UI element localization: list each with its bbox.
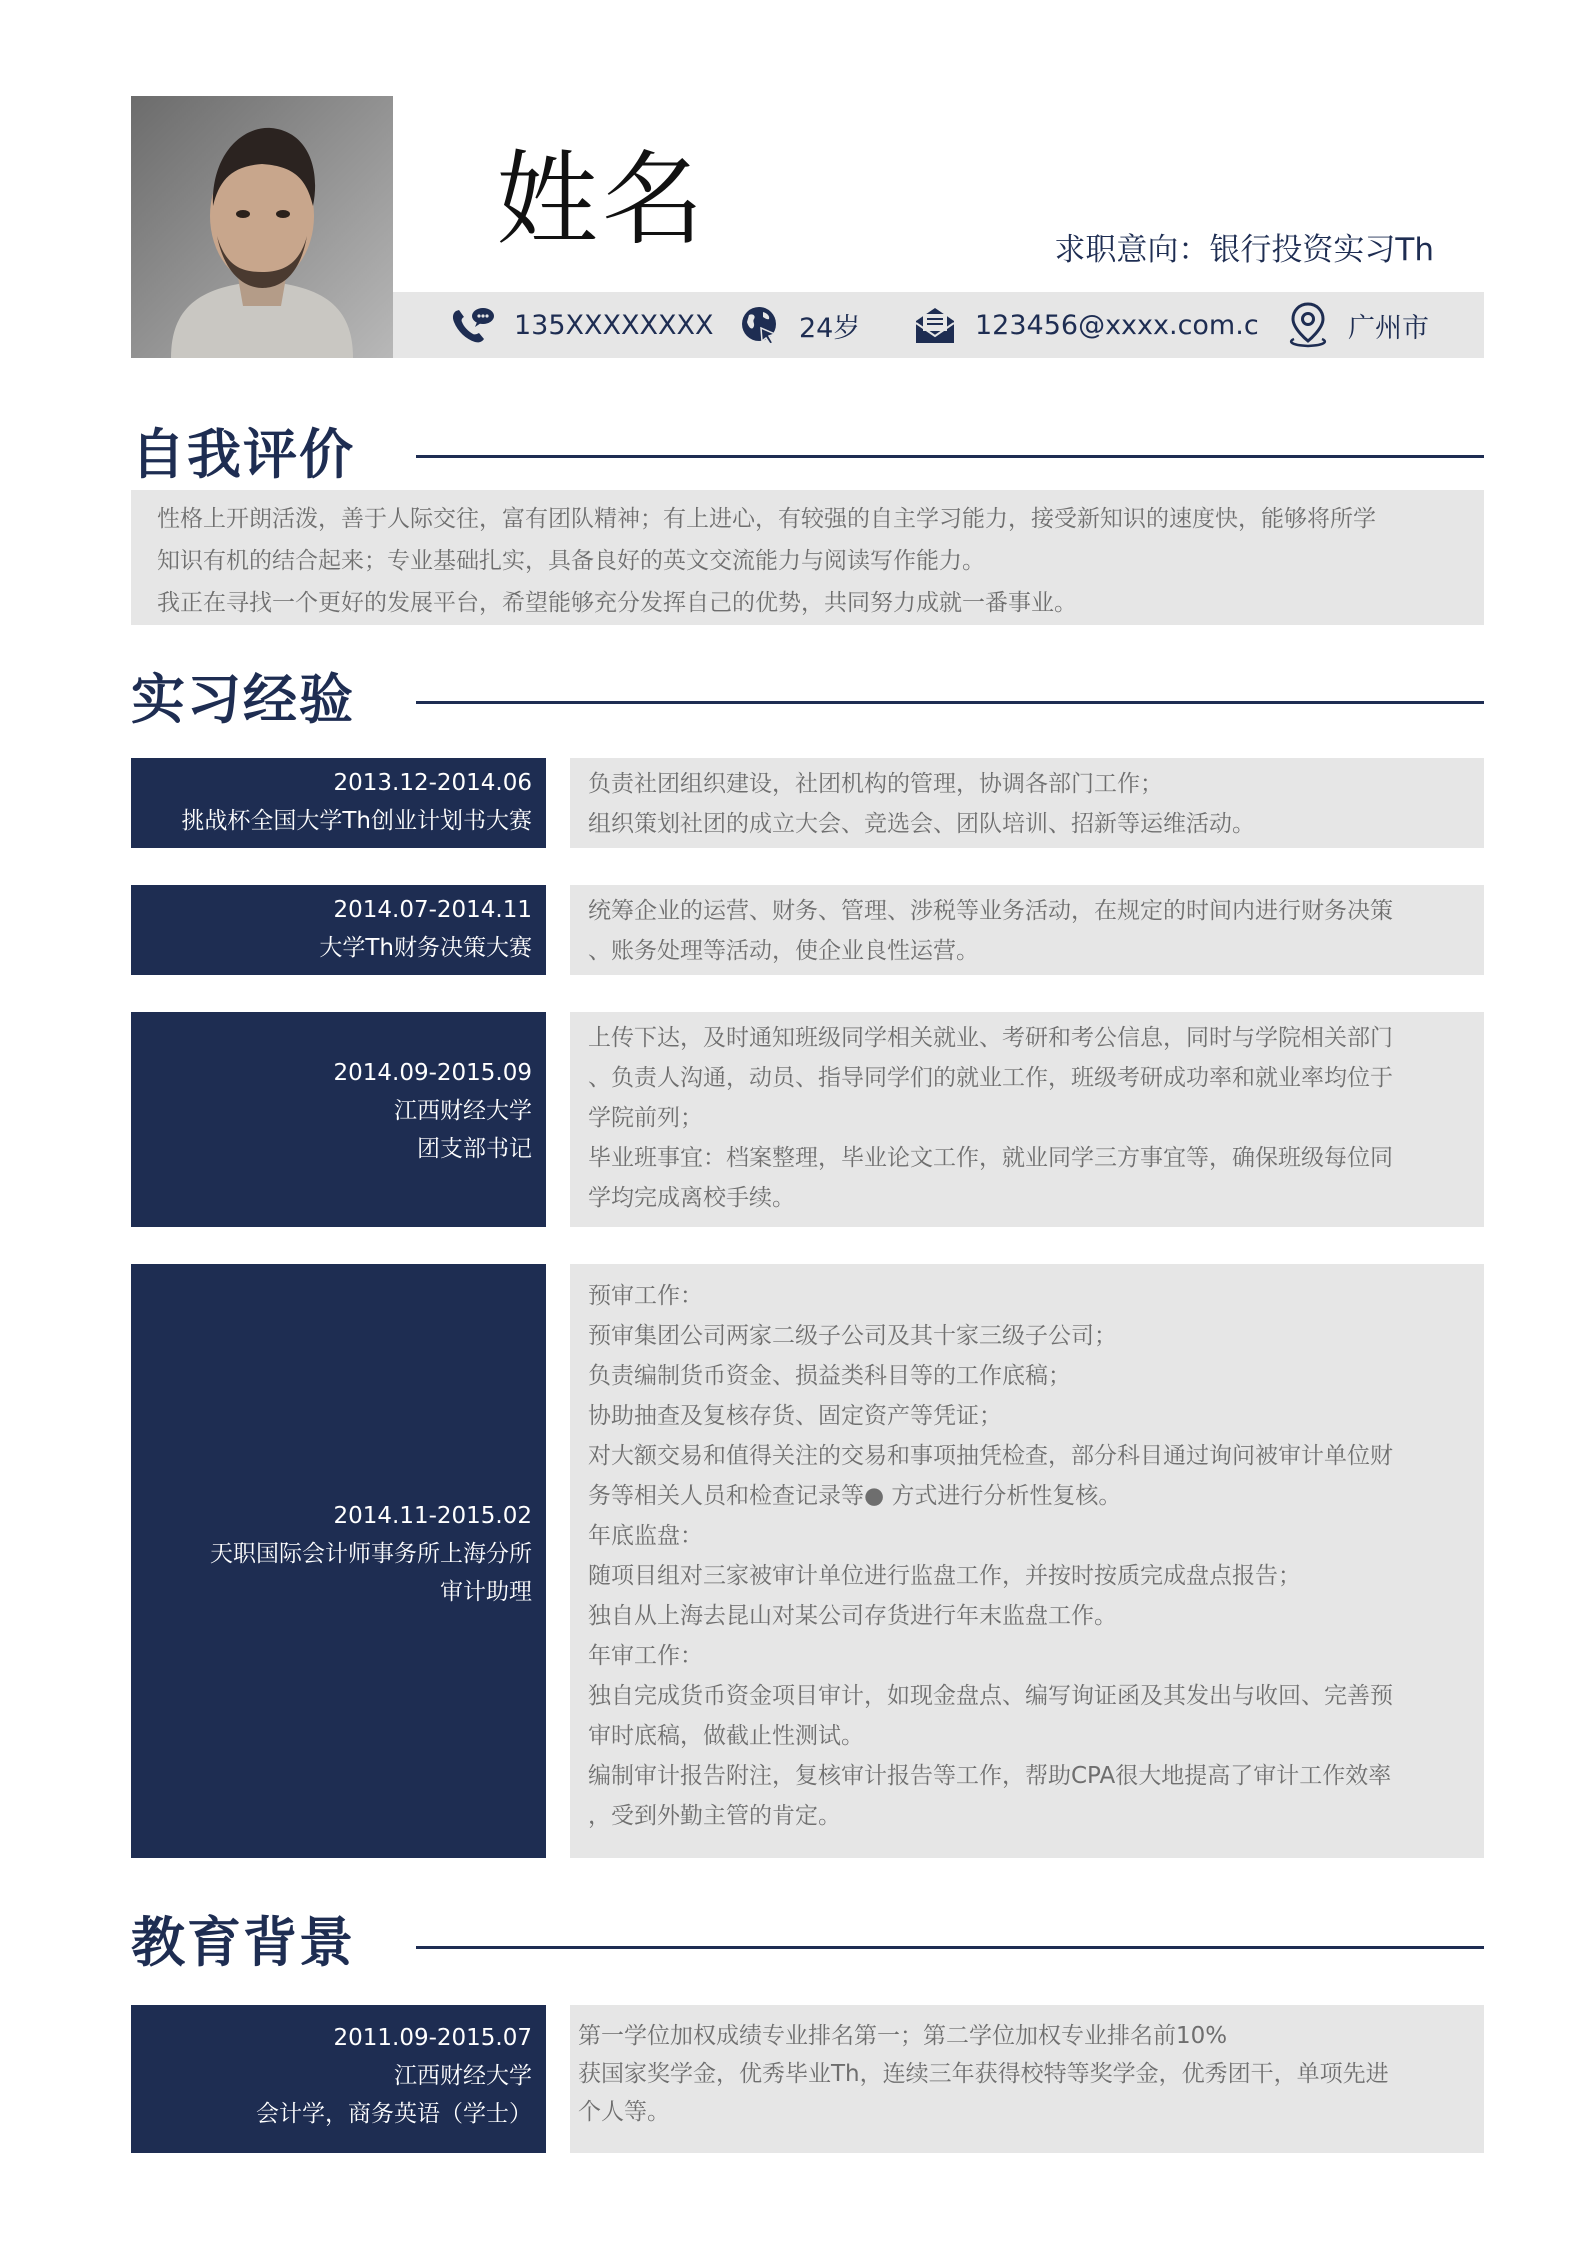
exp-desc-line: 、负责人沟通，动员、指导同学们的就业工作，班级考研成功率和就业率均位于 (588, 1065, 1393, 1091)
exp-desc-line: ，受到外勤主管的肯定。 (588, 1803, 841, 1829)
contact-phone (450, 292, 714, 358)
edu-date: 2011.09-2015.07 (333, 2025, 532, 2051)
contact-bar (393, 292, 1484, 358)
exp-org: 江西财经大学 (394, 1098, 532, 1124)
edu-desc-line: 个人等。 (578, 2099, 670, 2125)
exp-date: 2013.12-2014.06 (333, 770, 532, 796)
contact-email (913, 292, 1259, 358)
section-divider (416, 455, 1484, 458)
exp-desc-line: 预审工作： (588, 1283, 703, 1309)
contact-age (739, 292, 860, 358)
edu-major: 会计学，商务英语（学士） (256, 2101, 532, 2127)
phone-text: 135XXXXXXXX (514, 309, 714, 341)
exp-desc-line: 独自从上海去昆山对某公司存货进行年末监盘工作。 (588, 1603, 1117, 1629)
exp-desc-line: 负责编制货币资金、损益类科目等的工作底稿； (588, 1363, 1071, 1389)
exp-left-1 (131, 758, 546, 848)
exp-desc-line: 组织策划社团的成立大会、竞选会、团队培训、招新等运维活动。 (588, 811, 1255, 837)
exp-right-4 (570, 1264, 1484, 1858)
edu-desc-line: 第一学位加权成绩专业排名第一；第二学位加权专业排名前10% (578, 2023, 1228, 2049)
location-icon (1286, 301, 1330, 349)
exp-right-3 (570, 1012, 1484, 1227)
exp-desc-line: 、账务处理等活动，使企业良性运营。 (588, 938, 979, 964)
contact-city (1286, 292, 1429, 358)
exp-left-4 (131, 1264, 546, 1858)
job-intent: 求职意向：银行投资实习Th (1054, 232, 1434, 268)
mail-icon (913, 305, 957, 345)
section-title-self: 自我评价 (131, 423, 355, 486)
exp-left-3 (131, 1012, 546, 1227)
email-text: 123456@xxxx.com.c (975, 309, 1259, 341)
exp-desc-line: 独自完成货币资金项目审计，如现金盘点、编写询证函及其发出与收回、完善预 (588, 1683, 1393, 1709)
exp-desc-line: 统筹企业的运营、财务、管理、涉税等业务活动，在规定的时间内进行财务决策 (588, 898, 1393, 924)
section-divider (416, 1946, 1484, 1949)
self-eval-box (131, 490, 1484, 625)
exp-desc-line: 负责社团组织建设，社团机构的管理，协调各部门工作； (588, 771, 1163, 797)
edu-left (131, 2005, 546, 2153)
exp-title: 大学Th财务决策大赛 (319, 935, 532, 961)
exp-date: 2014.07-2014.11 (333, 897, 532, 923)
edu-school: 江西财经大学 (394, 2063, 532, 2089)
age-text: 24岁 (799, 312, 861, 344)
city-text: 广州市 (1348, 312, 1429, 344)
exp-right-2 (570, 885, 1484, 975)
exp-desc-line: 随项目组对三家被审计单位进行监盘工作，并按时按质完成盘点报告； (588, 1563, 1301, 1589)
exp-desc-line: 学均完成离校手续。 (588, 1185, 795, 1211)
self-eval-line: 我正在寻找一个更好的发展平台，希望能够充分发挥自己的优势，共同努力成就一番事业。 (157, 590, 1077, 616)
exp-title: 挑战杯全国大学Th创业计划书大赛 (181, 808, 532, 834)
exp-date: 2014.09-2015.09 (333, 1060, 532, 1086)
exp-desc-line: 学院前列； (588, 1105, 703, 1131)
section-title-edu: 教育背景 (131, 1911, 355, 1974)
self-eval-text (157, 498, 1467, 624)
exp-role: 审计助理 (440, 1579, 532, 1605)
exp-role: 团支部书记 (417, 1136, 532, 1162)
exp-desc-line: 预审集团公司两家二级子公司及其十家三级子公司； (588, 1323, 1117, 1349)
exp-desc-line: 务等相关人员和检查记录等● 方式进行分析性复核。 (588, 1483, 1122, 1509)
profile-photo (131, 96, 393, 358)
exp-desc-line: 毕业班事宜：档案整理，毕业论文工作，就业同学三方事宜等，确保班级每位同 (588, 1145, 1393, 1171)
section-divider (416, 701, 1484, 704)
exp-desc-line: 年审工作： (588, 1643, 703, 1669)
exp-desc-line: 对大额交易和值得关注的交易和事项抽凭检查，部分科目通过询问被审计单位财 (588, 1443, 1393, 1469)
self-eval-line: 知识有机的结合起来；专业基础扎实，具备良好的英文交流能力与阅读写作能力。 (157, 548, 985, 574)
exp-desc-line: 上传下达，及时通知班级同学相关就业、考研和考公信息，同时与学院相关部门 (588, 1025, 1393, 1051)
edu-desc-line: 获国家奖学金，优秀毕业Th，连续三年获得校特等奖学金，优秀团干，单项先进 (578, 2061, 1389, 2087)
self-eval-line: 性格上开朗活泼，善于人际交往，富有团队精神；有上进心，有较强的自主学习能力，接受新知识的速度快，能够将所学 (157, 506, 1376, 532)
section-title-intern: 实习经验 (131, 668, 355, 731)
exp-desc-line: 年底监盘： (588, 1523, 703, 1549)
edu-right (570, 2005, 1484, 2153)
phone-icon (450, 305, 496, 345)
exp-desc-line: 编制审计报告附注，复核审计报告等工作，帮助CPA很大地提高了审计工作效率 (588, 1763, 1392, 1789)
exp-right-1 (570, 758, 1484, 848)
exp-left-2 (131, 885, 546, 975)
person-name: 姓名 (496, 141, 708, 260)
exp-org: 天职国际会计师事务所上海分所 (210, 1541, 532, 1567)
exp-desc-line: 协助抽查及复核存货、固定资产等凭证； (588, 1403, 1002, 1429)
exp-date: 2014.11-2015.02 (333, 1503, 532, 1529)
exp-desc-line: 审时底稿，做截止性测试。 (588, 1723, 864, 1749)
globe-icon (739, 304, 781, 346)
